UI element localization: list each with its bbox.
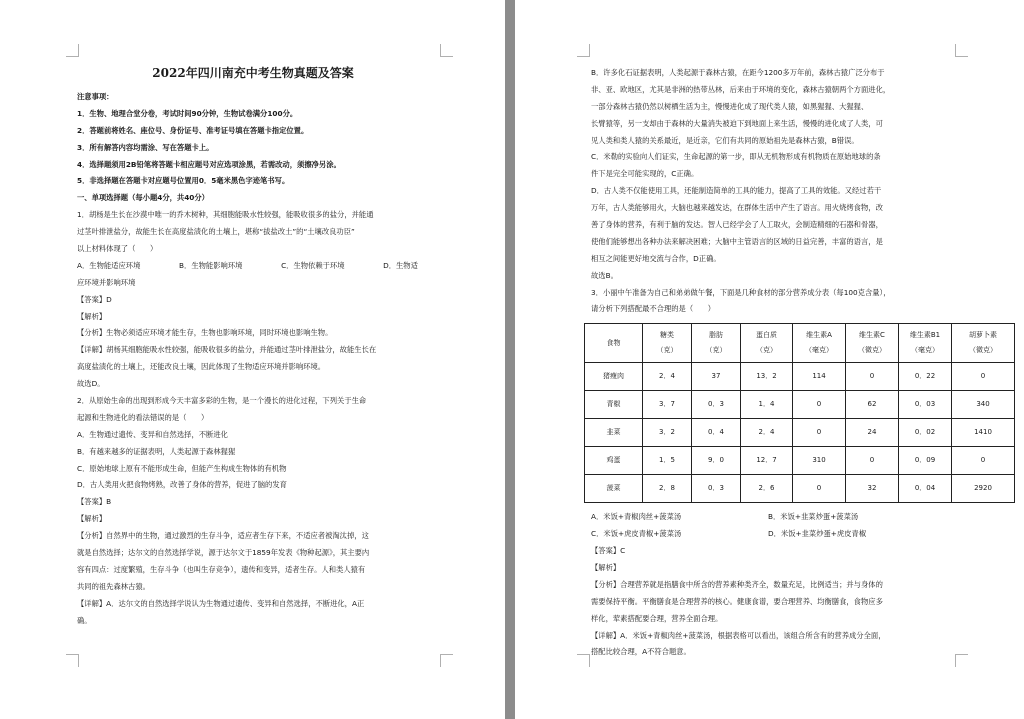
margin-corner-mark: [440, 44, 453, 57]
table-cell: 0: [793, 475, 846, 503]
table-cell: 310: [793, 447, 846, 475]
table-cell: 24: [846, 419, 899, 447]
table-cell: 2．4: [643, 363, 692, 391]
table-cell: 0．09: [899, 447, 952, 475]
option: C．米饭+虎皮青椒+菠菜汤: [591, 529, 682, 539]
table-cell: 鸡蛋: [585, 447, 643, 475]
table-cell: 0．3: [692, 391, 741, 419]
analysis-text: 【分析】自然界中的生物，通过激烈的生存斗争，适应者生存下来，不适应者被淘汰掉，这: [77, 531, 369, 541]
conclusion: 故选D。: [77, 379, 105, 389]
detail-text: 确。: [77, 615, 92, 625]
table-cell: 2．6: [741, 475, 793, 503]
question-text: 3．小丽中午准备为自己和弟弟做午餐，下面是几种食材的部分营养成分表（每100克含量），: [591, 287, 891, 297]
option-continuation: 应环境并影响环境: [77, 277, 136, 287]
section-heading: 一、单项选择题（每小题4分，共40分）: [77, 193, 209, 203]
table-cell: 0．22: [899, 363, 952, 391]
margin-corner-mark: [955, 654, 968, 667]
detail-text: 【详解】A．达尔文的自然选择学说认为生物通过遗传、变异和自然选择，不断进化，A正: [77, 598, 365, 608]
detail-text: 一部分森林古猿仍然以树栖生活为主，慢慢进化成了现代类人猿，如黑猩猩、大猩猩、: [591, 101, 869, 111]
table-cell: 猪瘦肉: [585, 363, 643, 391]
question-options: [591, 526, 945, 543]
option: C．生物依赖于环境: [281, 260, 345, 270]
notice-item: 4．选择题须用2B铅笔将答题卡相应题号对应选项涂黑，若需改动，须擦净另涂。: [77, 159, 341, 169]
table-cell: 0: [952, 447, 1015, 475]
table-cell: 340: [952, 391, 1015, 419]
detail-text: 件下是完全可能实现的，C正确。: [591, 169, 699, 179]
document-page-left: [0, 0, 505, 719]
margin-corner-mark: [577, 44, 590, 57]
table-cell: 62: [846, 391, 899, 419]
detail-text: 非、亚、欧地区，尤其是非洲的热带丛林，后来由于环境的变化，森林古猿朝两个方面进化，: [591, 84, 891, 94]
table-cell: 0: [952, 363, 1015, 391]
notice-item: 1．生物、地理合堂分卷，考试时间90分钟，生物试卷满分100分。: [77, 108, 298, 118]
document-title: 2022年四川南充中考生物真题及答案: [152, 66, 354, 80]
option: B．有越来越多的证据表明，人类起源于森林猩猩: [77, 446, 236, 456]
table-cell: 1．5: [643, 447, 692, 475]
table-header-cell: 食物: [585, 324, 643, 363]
margin-corner-mark: [577, 654, 590, 667]
option: D．米饭+韭菜炒蛋+虎皮青椒: [768, 529, 867, 539]
analysis-label: 【解析】: [77, 514, 107, 524]
table-cell: 114: [793, 363, 846, 391]
detail-text: 善了身体的营养，有利于脑的发达。智人已经学会了人工取火，会制造精细的石器和骨器，: [591, 220, 883, 230]
analysis-text: 【分析】合理营养就是指膳食中所含的营养素种类齐全，数量充足，比例适当；并与身体的: [591, 579, 883, 589]
question-text: 起源和生物进化的看法错误的是（ ）: [77, 412, 209, 422]
document-page-right: [515, 0, 1024, 719]
table-cell: 0: [846, 447, 899, 475]
notice-item: 2．答题前将姓名、座位号、身份证号、准考证号填在答题卡指定位置。: [77, 125, 309, 135]
option: C．原始地球上原有不能形成生命，但能产生构成生物体的有机物: [77, 463, 287, 473]
table-cell: 2．8: [643, 475, 692, 503]
table-cell: 0．02: [899, 419, 952, 447]
table-row: [585, 475, 1015, 503]
detail-text: 相互之间能更好地交流与合作，D正确。: [591, 253, 721, 263]
margin-corner-mark: [440, 654, 453, 667]
detail-text: 见人类和类人猿的关系最近，是近亲，它们有共同的原始祖先是森林古猿，B错误。: [591, 135, 859, 145]
table-cell: 32: [846, 475, 899, 503]
table-cell: 3．2: [643, 419, 692, 447]
analysis-text: 就是自然选择；达尔文的自然选择学说，源于达尔文于1859年发表《物种起源》，其主要内: [77, 548, 370, 558]
table-cell: 0: [846, 363, 899, 391]
answer: 【答案】C: [591, 546, 626, 556]
detail-text: C．米勒的实验向人们证实，生命起源的第一步，即从无机物形成有机物质在原始地球的条: [591, 152, 881, 162]
option: A．生物能适应环境: [77, 260, 141, 270]
table-header-cell: 维生素C （微克）: [846, 324, 899, 363]
option: D．古人类用火把食物烤熟，改善了身体的营养，促进了脑的发育: [77, 480, 287, 490]
margin-corner-mark: [66, 44, 79, 57]
detail-text: 【详解】A．米饭+青椒肉丝+菠菜汤，根据表格可以看出，该组合所含有的营养成分全面，: [591, 630, 886, 640]
option: D．生物适: [383, 260, 418, 270]
table-cell: 菠菜: [585, 475, 643, 503]
analysis-text: 需要保持平衡。平衡膳食是合理营养的核心。健康食谱，要合理营养、均衡膳食，食物应多: [591, 596, 883, 606]
conclusion: 故选B。: [591, 270, 618, 280]
table-header-cell: 蛋白质 （克）: [741, 324, 793, 363]
margin-corner-mark: [955, 44, 968, 57]
question-text: 2．从原始生命的出现到形成今天丰富多彩的生物，是一个漫长的进化过程，下列关于生命: [77, 396, 367, 406]
table-header-cell: 维生素A （毫克）: [793, 324, 846, 363]
table-cell: 青椒: [585, 391, 643, 419]
nutrition-table: [584, 323, 1015, 503]
option: B．生物能影响环境: [179, 260, 243, 270]
detail-text: 高度盐渍化的土壤上，还能改良土壤，因此体现了生物适应环境并影响环境。: [77, 362, 326, 372]
detail-text: 万年，古人类能够用火，大脑也越来越发达，在群体生活中产生了语言。用火烧烤食物，改: [591, 203, 883, 213]
answer: 【答案】D: [77, 294, 112, 304]
table-cell: 0．4: [692, 419, 741, 447]
analysis-text: 【分析】生物必须适应环境才能生存，生物也影响环境，同时环境也影响生物。: [77, 328, 333, 338]
table-cell: 13．2: [741, 363, 793, 391]
table-cell: 1．4: [741, 391, 793, 419]
detail-text: D．古人类不仅能使用工具，还能制造简单的工具的能力，提高了工具的效能。又经过若干: [591, 186, 882, 196]
analysis-text: 容有四点：过度繁殖，生存斗争（也叫生存竞争），遗传和变异，适者生存。人和类人猿有: [77, 564, 366, 574]
table-cell: 12．7: [741, 447, 793, 475]
table-cell: 2920: [952, 475, 1015, 503]
option: B．米饭+韭菜炒蛋+菠菜汤: [768, 512, 859, 522]
table-cell: 0: [793, 391, 846, 419]
left-page-body: [77, 89, 429, 630]
table-cell: 37: [692, 363, 741, 391]
question-text: 以上材料体现了（ ）: [77, 244, 158, 254]
question-options: [591, 509, 945, 526]
option: A．生物通过遗传、变异和自然选择，不断进化: [77, 429, 228, 439]
table-row: [585, 363, 1015, 391]
margin-corner-mark: [66, 654, 79, 667]
detail-text: 长臂猿等，另一支却由于森林的大量消失被迫下到地面上来生活，慢慢的进化成了人类，可: [591, 118, 883, 128]
question-text: 请分析下列搭配最不合理的是（ ）: [591, 304, 716, 314]
table-row: [585, 391, 1015, 419]
analysis-text: 样化，荤素搭配要合理，营养全面合理。: [591, 613, 723, 623]
notice-item: 5．非选择题在答题卡对应题号位置用0．5毫米黑色字迹笔书写。: [77, 176, 290, 186]
right-page-body: [591, 65, 997, 661]
notice-heading: 注意事项：: [77, 92, 114, 101]
table-header-cell: 胡萝卜素 （微克）: [952, 324, 1015, 363]
table-header-cell: 糖类 （克）: [643, 324, 692, 363]
option: A．米饭+青椒肉丝+菠菜汤: [591, 512, 682, 522]
table-row: [585, 447, 1015, 475]
table-cell: 2．4: [741, 419, 793, 447]
table-row: [585, 419, 1015, 447]
table-cell: 9．0: [692, 447, 741, 475]
detail-text: 使他们能够想出各种办法来解决困难；大脑中主管语言的区域的日益完善，丰富的语言，是: [591, 236, 883, 246]
table-cell: 韭菜: [585, 419, 643, 447]
notice-item: 3．所有解答内容均需涂、写在答题卡上。: [77, 142, 214, 152]
question-text: 过茎叶排泄盐分，故能生长在高度盐渍化的土壤上，堪称“拔盐改土”的“土壤改良功臣”: [77, 227, 355, 237]
table-cell: 0: [793, 419, 846, 447]
table-cell: 3．7: [643, 391, 692, 419]
detail-text: 搭配比较合理，A不符合题意。: [591, 647, 691, 657]
analysis-label: 【解析】: [77, 311, 107, 321]
analysis-label: 【解析】: [591, 563, 621, 573]
detail-text: B．许多化石证据表明，人类起源于森林古猿，在距今1200多万年前，森林古猿广泛分布于: [591, 68, 885, 77]
answer: 【答案】B: [77, 497, 112, 507]
question-text: 1．胡杨是生长在沙漠中唯一的乔木树种，其细胞能吸水性较强，能吸收很多的盐分，并能通: [77, 210, 374, 220]
analysis-text: 共同的祖先森林古猿。: [77, 581, 150, 591]
table-header-cell: 脂肪 （克）: [692, 324, 741, 363]
table-cell: 0．3: [692, 475, 741, 503]
question-options: [77, 258, 429, 275]
table-cell: 0．04: [899, 475, 952, 503]
table-header-row: [585, 324, 1015, 363]
table-cell: 0．03: [899, 391, 952, 419]
table-header-cell: 维生素B1 （毫克）: [899, 324, 952, 363]
detail-text: 【详解】胡杨其细胞能吸水性较强，能吸收很多的盐分，并能通过茎叶排泄盐分，故能生长在: [77, 345, 377, 355]
table-cell: 1410: [952, 419, 1015, 447]
